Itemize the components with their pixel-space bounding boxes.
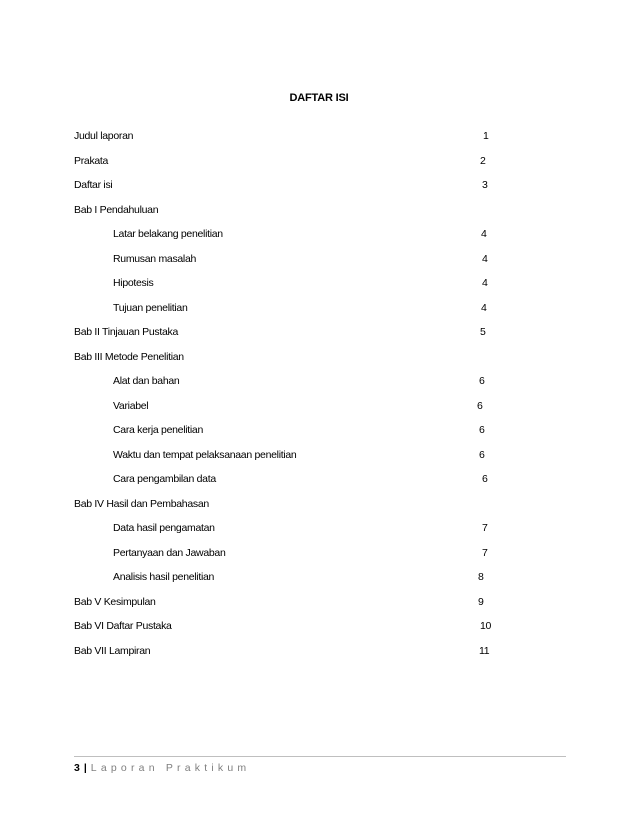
toc-entry-page: 2: [480, 154, 486, 167]
toc-entry: [74, 173, 504, 198]
toc-entry-page: 1: [483, 130, 489, 142]
footer-divider: [74, 756, 566, 757]
toc-entry-page: 7: [482, 522, 488, 534]
toc-entry-label: Latar belakang penelitian: [113, 228, 223, 240]
toc-entry-label: Rumusan masalah: [113, 252, 197, 265]
toc-entry-page: 6: [479, 424, 485, 436]
toc-entry-label: Daftar isi: [74, 179, 113, 191]
toc-entry-label: Bab II Tinjauan Pustaka: [74, 326, 179, 338]
footer-separator: |: [83, 762, 87, 774]
toc-entry-page: 9: [478, 595, 484, 608]
toc-entry-page: 4: [482, 277, 488, 289]
toc-chapter-heading: [74, 198, 504, 223]
toc-entry-label: Waktu dan tempat pelaksanaan penelitian: [113, 448, 297, 461]
toc-entry: [74, 541, 504, 566]
toc-entry: [74, 247, 504, 272]
toc-entry: [74, 124, 504, 149]
toc-entry: [74, 222, 504, 247]
toc-entry-label: Tujuan penelitian: [113, 301, 188, 314]
toc-entry: [74, 320, 504, 345]
toc-entry-page: 3: [482, 179, 488, 191]
table-of-contents: [74, 124, 504, 663]
toc-entry-page: 4: [481, 301, 487, 314]
toc-entry-page: 7: [482, 546, 488, 559]
toc-entry-label: Hipotesis: [113, 277, 154, 289]
toc-entry-page: 6: [479, 448, 485, 461]
toc-entry-page: 4: [482, 252, 488, 265]
toc-entry-label: Bab V Kesimpulan: [74, 595, 156, 608]
toc-entry: [74, 639, 504, 664]
toc-entry-page: 5: [480, 326, 486, 338]
toc-entry: [74, 443, 504, 468]
toc-entry-label: Cara pengambilan data: [113, 473, 216, 485]
toc-entry: [74, 516, 504, 541]
footer-text: [74, 762, 250, 774]
toc-entry: [74, 271, 504, 296]
toc-entry: [74, 369, 504, 394]
toc-entry-page: 6: [477, 399, 483, 412]
footer-label: Laporan Praktikum: [90, 762, 251, 774]
toc-entry-label: Bab III Metode Penelitian: [74, 350, 184, 363]
toc-chapter-heading: [74, 492, 504, 517]
toc-entry-label: Prakata: [74, 154, 109, 167]
toc-chapter-heading: [74, 345, 504, 370]
toc-entry-label: Judul laporan: [74, 130, 134, 142]
toc-entry-page: 6: [482, 473, 488, 485]
toc-entry: [74, 467, 504, 492]
toc-entry-page: 10: [480, 620, 492, 632]
footer-page-number: 3: [74, 762, 80, 774]
toc-entry-label: Cara kerja penelitian: [113, 424, 204, 436]
toc-entry-label: Bab VI Daftar Pustaka: [74, 620, 172, 632]
toc-entry: [74, 614, 504, 639]
toc-entry: [74, 394, 504, 419]
toc-entry: [74, 418, 504, 443]
page-title: DAFTAR ISI: [289, 92, 349, 104]
toc-entry: [74, 149, 504, 174]
toc-entry-label: Bab IV Hasil dan Pembahasan: [74, 497, 209, 510]
toc-entry-label: Bab VII Lampiran: [74, 644, 151, 657]
toc-entry-page: 4: [481, 228, 487, 240]
toc-entry-label: Bab I Pendahuluan: [74, 203, 159, 216]
toc-entry-label: Pertanyaan dan Jawaban: [113, 546, 226, 559]
toc-entry-label: Data hasil pengamatan: [113, 522, 215, 534]
toc-entry: [74, 565, 504, 590]
toc-entry: [74, 590, 504, 615]
toc-entry-label: Analisis hasil penelitian: [113, 571, 215, 583]
toc-entry-page: 6: [479, 375, 485, 387]
toc-entry-page: 11: [479, 644, 490, 657]
toc-entry: [74, 296, 504, 321]
toc-entry-label: Alat dan bahan: [113, 375, 180, 387]
toc-entry-label: Variabel: [113, 399, 149, 412]
toc-entry-page: 8: [478, 571, 484, 583]
